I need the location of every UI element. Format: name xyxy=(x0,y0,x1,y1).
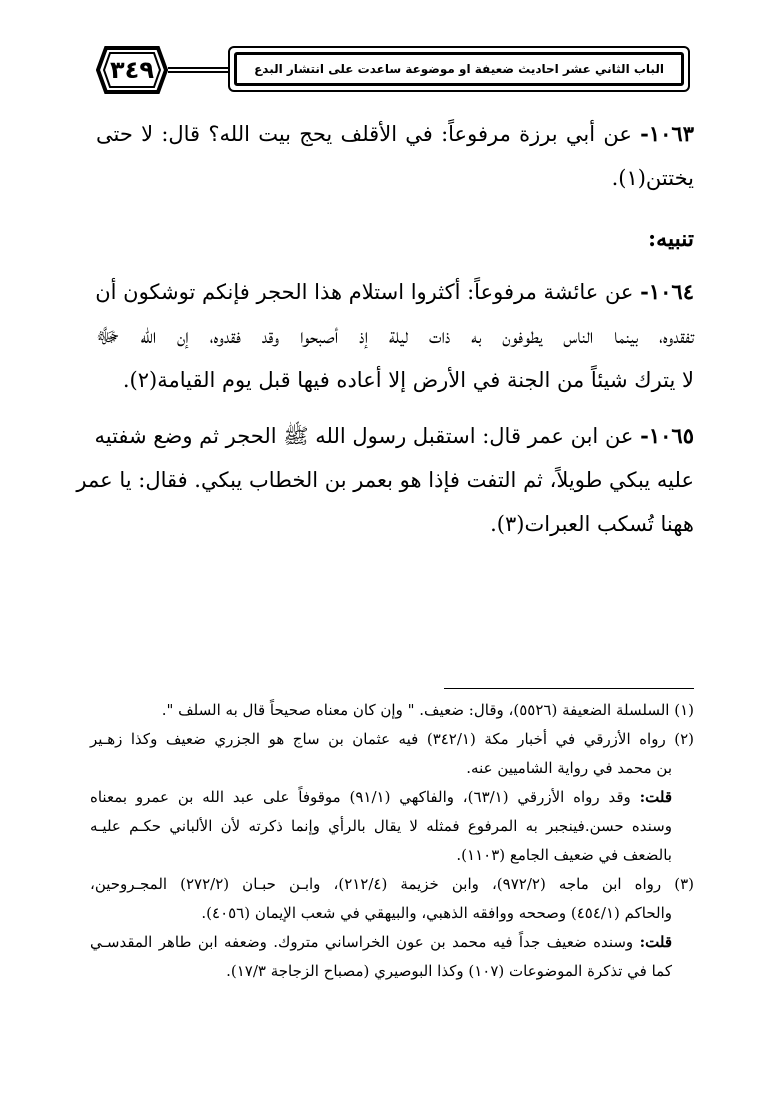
hadith-1064-line-2: تفقدوه، بينما الناس يطوفون به ذات ليلة إذ أصبحوا وقد فقدوه، إن الله ﷻ xyxy=(96,324,694,348)
hadith-1064 xyxy=(96,270,694,402)
hadith-1063-line-2: يختتن(١). xyxy=(611,166,694,190)
footnote-3-comment-line-1: قلت: وسنده ضعيف جداً فيه محمد بن عون الخراساني متروك. وضعفه ابن طاهر المقدسـي xyxy=(90,933,672,951)
hadith-1065-line-1: ١٠٦٥- عن ابن عمر قال: استقبل رسول الله ﷺ الحجر ثم وضع شفتيه xyxy=(94,423,694,448)
footnote-2-comment-line-3: بالضعف في ضعيف الجامع (١١٠٣). xyxy=(456,846,672,864)
header-frame xyxy=(228,46,690,92)
hadith-1064-line-3: لا يترك شيئاً من الجنة في الأرض إلا أعاده فيها قبل يوم القيامة(٢). xyxy=(122,368,694,392)
hadith-1063-line-1: ١٠٦٣- عن أبي برزة مرفوعاً: في الأقلف يحج بيت الله؟ قال: لا حتى xyxy=(96,121,694,146)
footnotes xyxy=(90,696,694,986)
footnote-3-line-2: والحاكم (٤٥٤/١) وصححه ووافقه الذهبي، والبيهقي في شعب الإيمان (٤٠٥٦). xyxy=(201,904,672,922)
hadith-number: ١٠٦٤- xyxy=(640,279,694,304)
hadith-number: ١٠٦٥- xyxy=(640,423,694,448)
footnote-2-line-2: بن محمد في رواية الشاميين عنه. xyxy=(466,759,672,777)
footnote-3-comment-line-2: كما في تذكرة الموضوعات (١٠٧) وكذا البوصيري (مصباح الزجاجة ١٧/٣). xyxy=(226,962,672,980)
comment-label: قلت: xyxy=(639,933,672,951)
page-number: ٣٤٩ xyxy=(110,56,154,84)
footnote-separator xyxy=(444,688,694,689)
hadith-1065 xyxy=(76,414,694,546)
footnote-2-comment-line-2: وسنده حسن.فينجبر به المرفوع فمثله لا يقال بالرأي وإنما ذكرته لأن الألباني حكـم عليـه xyxy=(90,817,672,835)
hadith-1064-line-1: ١٠٦٤- عن عائشة مرفوعاً: أكثروا استلام هذا الحجر فإنكم توشكون أن xyxy=(95,279,694,304)
page-header xyxy=(96,46,690,92)
comment-label: قلت: xyxy=(639,788,672,806)
header-connector xyxy=(168,67,228,73)
hadith-1063 xyxy=(96,112,694,200)
hadith-number: ١٠٦٣- xyxy=(640,121,694,146)
footnote-3-line-1: (٣) رواه ابن ماجه (٩٧٢/٢)، وابن خزيمة (٢١٢/٤)، وابـن حبـان (٢٧٢/٢) المجـروحين، xyxy=(90,875,695,893)
note-heading: تنبيه: xyxy=(648,226,694,252)
footnote-2-line-1: (٢) رواه الأزرقي في أخبار مكة (٣٤٢/١) فيه عثمان بن ساج هو الجزري ضعيف وكذا زهـير xyxy=(90,730,695,748)
hadith-1065-line-2: عليه يبكي طويلاً، ثم التفت فإذا هو بعمر بن الخطاب يبكي. فقال: يا عمر xyxy=(76,468,694,492)
hadith-1065-line-3: ههنا تُسكب العبرات(٣). xyxy=(490,512,694,536)
footnote-1: (١) السلسلة الضعيفة (٥٥٢٦)، وقال: ضعيف. " وإن كان معناه صحيحاً قال به السلف ". xyxy=(161,701,694,719)
chapter-title: الباب الثاني عشر احاديث ضعيفة او موضوعة ساعدت على انتشار البدع xyxy=(254,62,664,76)
page-number-badge xyxy=(96,44,168,96)
footnote-2-comment-line-1: قلت: وقد رواه الأزرقي (٦٣/١)، والفاكهي (٩١/١) موقوفاً على عبد الله بن عمرو بمعناه xyxy=(90,788,672,806)
